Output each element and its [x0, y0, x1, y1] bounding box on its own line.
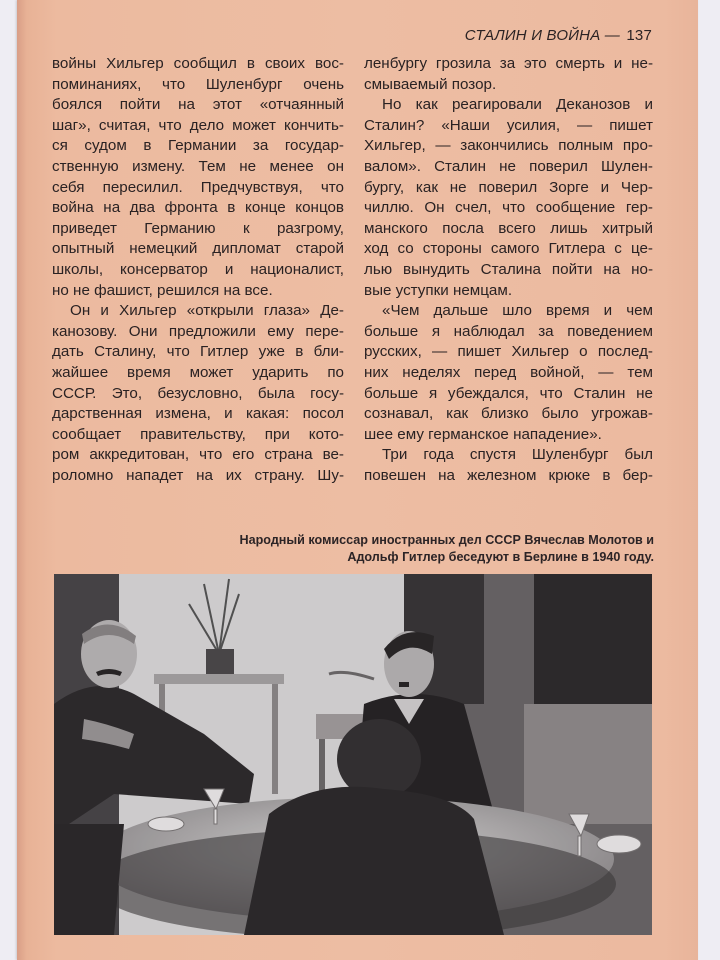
photo-illustration — [54, 574, 652, 935]
text-line: Он и Хильгер «открыли глаза» Де- — [70, 302, 344, 320]
text-line: СССР. Это, безусловно, была госу- — [52, 384, 344, 402]
text-line: канозову. Они предложили ему пере- — [52, 322, 344, 340]
text-line: войны Хильгер сообщил в своих вос- — [52, 55, 344, 72]
text-line: Хильгер, — закончились полным про- — [364, 137, 653, 155]
text-line: больше я убеждался, что Сталин не — [364, 384, 653, 402]
text-line: чиллю. Он счел, что сообщение гер- — [364, 199, 653, 217]
text-line: шаг», считая, что дело может кончить- — [52, 116, 344, 134]
caption-line: Народный комиссар иностранных дел СССР Вячеслав Молотов и — [239, 533, 654, 547]
text-line: вые уступки немцам. — [364, 281, 513, 299]
text-line: валом». Сталин не поверил Шулен- — [364, 157, 653, 175]
text-line: повешен на железном крюке в бер- — [364, 466, 653, 484]
text-line: них неделях перед войной, — тем — [364, 363, 653, 381]
text-line: школы, консерватор и националист, — [52, 260, 344, 278]
text-line: жайшее время может ударить по — [52, 363, 344, 381]
text-line: смываемый позор. — [364, 75, 497, 93]
text-line: манского посла всего лишь хитрый — [364, 219, 653, 237]
text-line: Сталин? «Наши усилия, — пишет — [364, 116, 653, 134]
text-line: «Чем дальше шло время и чем — [382, 302, 653, 320]
text-line: ся судом в Германии за государ- — [52, 137, 344, 155]
text-line: дать Сталину, что Гитлер уже в бли- — [52, 343, 344, 361]
text-line: приведет Германию к разгрому, — [52, 219, 344, 237]
caption-line: Адольф Гитлер беседуют в Берлине в 1940 году. — [347, 549, 654, 564]
text-line: опытный немецкий дипломат старой — [52, 240, 344, 258]
running-head — [465, 27, 652, 44]
text-line: но не фашист, решился на все. — [52, 281, 273, 299]
text-line: роломно нападет на их страну. Шу- — [52, 466, 344, 484]
running-head-title: СТАЛИН И ВОЙНА — [464, 27, 601, 44]
photo-caption — [174, 532, 654, 565]
text-line: сознавал, как близко было угрожав- — [364, 405, 653, 423]
text-line: ром аккредитован, что его страна ве- — [52, 446, 344, 464]
text-line: бургу, как не поверил Зорге и Чер- — [364, 178, 653, 196]
running-head-separator: — — [604, 27, 620, 44]
text-line: дарственная измена, и какая: посол — [52, 405, 344, 423]
text-line: боялся пойти на этот «отчаянный — [52, 96, 344, 114]
text-line: война на два фронта в конце концов — [52, 199, 344, 217]
page-number: 137 — [626, 27, 652, 44]
text-line: ход со стороны самого Гитлера с це- — [364, 240, 653, 258]
text-line: лью вынудить Сталина пойти на но- — [364, 260, 653, 278]
text-line: ленбургу грозила за это смерть и не- — [364, 55, 653, 72]
book-page — [17, 0, 698, 960]
text-line: Три года спустя Шуленбург был — [382, 446, 653, 464]
text-line: шее ему германское нападение». — [364, 425, 602, 443]
text-line: себя пересилил. Предчувствуя, что — [52, 178, 344, 196]
text-line: Но как реагировали Деканозов и — [382, 96, 653, 114]
text-line: сообщает правительству, при кото- — [52, 425, 344, 443]
text-column-right — [364, 54, 653, 486]
text-line: поминаниях, что Шуленбург очень — [52, 75, 344, 93]
text-line: ственную измену. Тем не менее он — [52, 157, 344, 175]
text-line: русских, — пишет Хильгер о послед- — [364, 343, 653, 361]
text-line: больше я наблюдал за поведением — [364, 322, 653, 340]
historical-photo — [54, 574, 652, 935]
text-column-left — [52, 54, 344, 486]
